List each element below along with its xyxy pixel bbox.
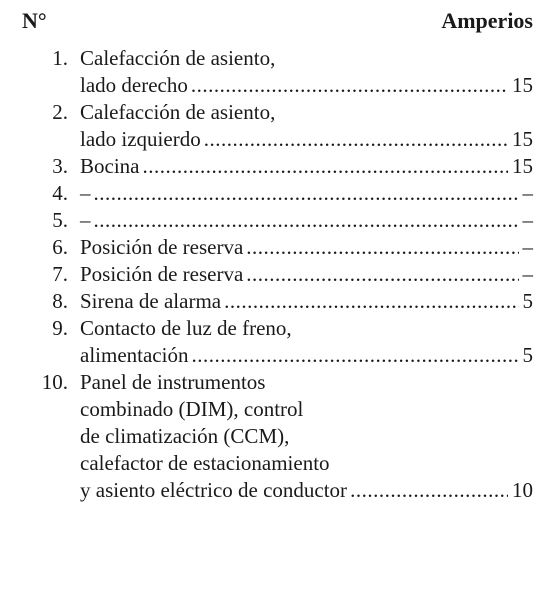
fuse-description: Panel de instrumentos	[80, 370, 266, 394]
fuse-number: 5.	[52, 208, 68, 232]
fuse-entry	[0, 261, 553, 288]
dot-leader	[246, 261, 518, 288]
fuse-number: 9.	[52, 316, 68, 340]
fuse-entry-line	[0, 126, 553, 153]
fuse-number: 4.	[52, 181, 68, 205]
dot-leader	[204, 126, 508, 153]
fuse-entry	[0, 234, 553, 261]
fuse-entry-line	[0, 99, 553, 126]
fuse-entry-line	[0, 207, 553, 234]
fuse-number: 2.	[52, 100, 68, 124]
fuse-entry-line	[0, 153, 553, 180]
fuse-entry	[0, 99, 553, 153]
fuse-amperage: 15	[512, 154, 533, 178]
dot-leader	[191, 72, 508, 99]
dot-leader	[94, 180, 519, 207]
table-header	[22, 8, 533, 42]
fuse-description-with-leader	[80, 261, 533, 288]
fuse-description: Calefacción de asiento,	[80, 100, 276, 124]
fuse-description: –	[80, 181, 91, 205]
fuse-amperage: –	[522, 181, 533, 205]
fuse-description: Calefacción de asiento,	[80, 46, 276, 70]
fuse-amperage: 10	[512, 478, 533, 502]
fuse-description-with-leader	[80, 126, 533, 153]
fuse-description: Contacto de luz de freno,	[80, 316, 292, 340]
fuse-amperage: 5	[522, 289, 533, 313]
fuse-amperage: 15	[512, 73, 533, 97]
fuse-description: combinado (DIM), control	[80, 397, 304, 421]
fuse-entry-line	[0, 477, 553, 504]
fuse-entry-line	[0, 288, 553, 315]
fuse-description: Sirena de alarma	[80, 289, 222, 313]
fuse-description: Posición de reserva	[80, 235, 244, 259]
fuse-amperage: –	[522, 262, 533, 286]
fuse-entry-line	[0, 234, 553, 261]
fuse-description: Posición de reserva	[80, 262, 244, 286]
fuse-description: y asiento eléctrico de conductor	[80, 478, 348, 502]
fuse-entry	[0, 369, 553, 504]
number-column-header: N°	[22, 8, 47, 33]
fuse-amperage: 5	[522, 343, 533, 367]
dot-leader	[246, 234, 518, 261]
fuse-description-with-leader	[80, 207, 533, 234]
fuse-description: –	[80, 208, 91, 232]
fuse-entry-line	[0, 423, 553, 450]
fuse-entry-line	[0, 342, 553, 369]
fuse-description-with-leader	[80, 153, 533, 180]
fuse-entry-line	[0, 396, 553, 423]
fuse-entry-line	[0, 450, 553, 477]
fuse-description-with-leader	[80, 234, 533, 261]
dot-leader	[94, 207, 519, 234]
fuse-number: 3.	[52, 154, 68, 178]
fuse-description: lado izquierdo	[80, 127, 201, 151]
fuse-description: lado derecho	[80, 73, 188, 97]
fuse-entry	[0, 153, 553, 180]
fuse-description: calefactor de estacionamiento	[80, 451, 330, 475]
fuse-number: 8.	[52, 289, 68, 313]
fuse-description: Bocina	[80, 154, 140, 178]
fuse-amperage: –	[522, 208, 533, 232]
dot-leader	[224, 288, 518, 315]
fuse-number: 1.	[52, 46, 68, 70]
fuse-entry-line	[0, 369, 553, 396]
fuse-entry-line	[0, 315, 553, 342]
fuse-number: 7.	[52, 262, 68, 286]
fuse-list	[0, 45, 553, 504]
fuse-description: de climatización (CCM),	[80, 424, 290, 448]
fuse-description-with-leader	[80, 342, 533, 369]
dot-leader	[142, 153, 508, 180]
fuse-entry-line	[0, 180, 553, 207]
fuse-entry	[0, 315, 553, 369]
amperes-column-header: Amperios	[441, 8, 533, 33]
fuse-description-with-leader	[80, 288, 533, 315]
fuse-entry	[0, 45, 553, 99]
fuse-entry-line	[0, 261, 553, 288]
fuse-entry	[0, 288, 553, 315]
fuse-amperage: –	[522, 235, 533, 259]
fuse-entry-line	[0, 45, 553, 72]
fuse-number: 10.	[41, 370, 68, 394]
fuse-description-with-leader	[80, 477, 533, 504]
fuse-entry	[0, 180, 553, 207]
fuse-entry	[0, 207, 553, 234]
fuse-amperage: 15	[512, 127, 533, 151]
dot-leader	[350, 477, 508, 504]
fuse-description: alimentación	[80, 343, 189, 367]
fuse-description-with-leader	[80, 180, 533, 207]
fuse-entry-line	[0, 72, 553, 99]
fuse-number: 6.	[52, 235, 68, 259]
dot-leader	[191, 342, 518, 369]
fuse-description-with-leader	[80, 72, 533, 99]
